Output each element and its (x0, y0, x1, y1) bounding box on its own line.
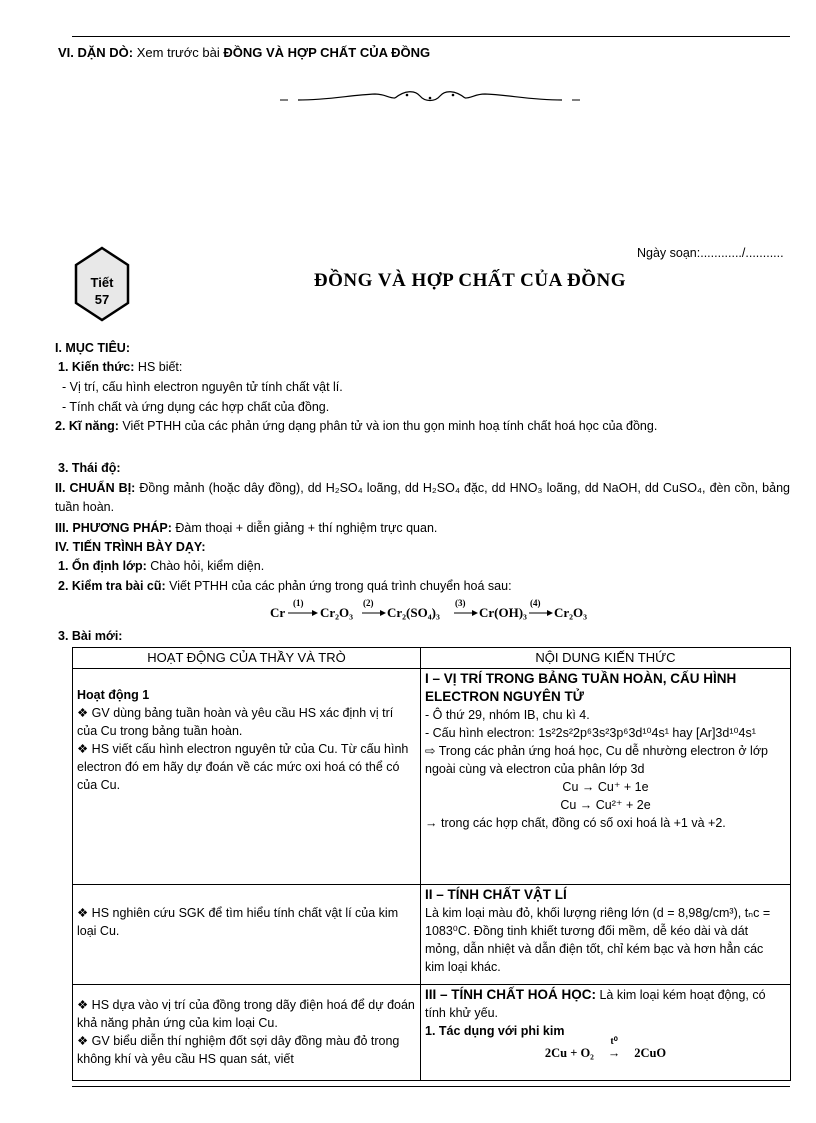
bottom-rule (72, 1086, 790, 1087)
activity-2-step-1: ❖ HS nghiên cứu SGK để tìm hiểu tính chất vật lí của kim loại Cu. (77, 906, 399, 938)
prep-paragraph (55, 479, 790, 517)
section-position-heading: I – VỊ TRÍ TRONG BẢNG TUẦN HOÀN, CẤU HÌNH ELECTRON NGUYÊN TỬ (425, 671, 737, 704)
activity-3-step-1: ❖ HS dựa vào vị trí của đồng trong dãy điện hoá để dự đoán khả năng phản ứng của kim loại Cu. (77, 998, 415, 1030)
skills-label: 2. Kĩ năng: (55, 419, 119, 433)
lesson-number (74, 274, 130, 308)
activity-1-step-2: ❖ HS viết cấu hình electron nguyên tử của Cu. Từ cấu hình electron đó em hãy dự đoán về các mức oxi hoá có thể có của Cu. (77, 742, 409, 792)
knowledge-item-1: - Vị trí, cấu hình electron nguyên tử tính chất vật lí. (62, 380, 343, 394)
eq-condition: t⁰ (610, 1036, 618, 1047)
lesson-tiet-number: 57 (94, 292, 110, 307)
row1-left (73, 669, 421, 885)
chain-species-0: Cr (270, 605, 286, 620)
skills-paragraph (55, 417, 790, 436)
section-homework (58, 45, 430, 60)
activity-1-title: Hoạt động 1 (77, 688, 150, 702)
prep-text: Đồng mảnh (hoặc dây đồng), dd H₂SO₄ loãng, dd H₂SO₄ đặc, dd HNO₃ loãng, dd NaOH, dd CuSO₄, đèn cồn, bảng tuần hoàn. (55, 481, 790, 514)
chain-species-4: Cr₂O₃ (554, 605, 588, 620)
position-item-2: - Cấu hình electron: 1s²2s²2p⁶3s²3p⁶3d¹⁰4s¹ hay [Ar]3d¹⁰4s¹ (425, 726, 756, 740)
lesson-tiet-label: Tiết (90, 275, 114, 290)
section-chemical-heading: III – TÍNH CHẤT HOÁ HỌC: (425, 987, 596, 1002)
method-label: III. PHƯƠNG PHÁP: (55, 521, 172, 535)
process-step-2-text: Viết PTHH của các phản ứng trong quá trình chuyển hoá sau: (165, 579, 512, 593)
homework-bold: ĐỒNG VÀ HỢP CHẤT CỦA ĐỒNG (223, 45, 431, 60)
prep-label: II. CHUẨN BỊ: (55, 481, 136, 495)
section-physical-heading: II – TÍNH CHẤT VẬT LÍ (425, 887, 567, 902)
lesson-table (72, 647, 791, 1081)
prep-date: Ngày soạn:............/........... (637, 246, 784, 260)
physical-text: Là kim loại màu đỏ, khối lượng riêng lớn (d = 8,98g/cm³), tₙc = 1083⁰C. Đồng tinh khiết tương đối mềm, dễ kéo dài và dát mỏng, dẫn nhiệt và dẫn điện tốt, chỉ kém bạc và hơn hẳn các kim loại khác. (425, 906, 771, 974)
table-row (73, 885, 791, 985)
table-row (73, 985, 791, 1081)
activity-1-step-1: ❖ GV dùng bảng tuần hoàn và yêu cầu HS xác định vị trí của Cu trong bảng tuần hoàn. (77, 706, 394, 738)
chain-step-1: (2) (363, 598, 374, 608)
attitude-label: 3. Thái độ: (58, 461, 121, 475)
homework-label: VI. DẶN DÒ: (58, 45, 134, 60)
process-step-1-label: 1. Ổn định lớp: (58, 559, 147, 573)
process-step-3-label: 3. Bài mới: (58, 629, 123, 643)
table-header-left: HOẠT ĐỘNG CỦA THẦY VÀ TRÒ (73, 648, 421, 669)
chain-species-3: Cr(OH)₃ (479, 605, 527, 620)
position-conclusion: → trong các hợp chất, đồng có số oxi hoá là +1 và +2. (425, 816, 726, 830)
eq-arrow: t⁰ → (597, 1044, 631, 1062)
row1-right (421, 669, 791, 885)
process-step-2-label: 2. Kiểm tra bài cũ: (58, 579, 166, 593)
reaction-chain (270, 596, 590, 624)
eq-left: 2Cu + O₂ (544, 1046, 594, 1060)
table-header-right: NỘI DUNG KIẾN THỨC (421, 648, 791, 669)
method-text: Đàm thoại + diễn giảng + thí nghiệm trực quan. (171, 521, 438, 535)
oxidation-eq-2: Cu → Cu²⁺ + 2e (560, 798, 651, 812)
table-header-row (73, 648, 791, 669)
homework-text: Xem trước bài (133, 45, 224, 60)
table-row (73, 669, 791, 885)
cu-oxygen-equation (425, 1036, 786, 1062)
process-step-2 (58, 577, 793, 596)
knowledge-line (58, 358, 793, 377)
nonmetal-subheading: 1. Tác dụng với phi kim (425, 1024, 565, 1038)
process-step-1-text: Chào hỏi, kiểm diện. (146, 559, 265, 573)
method-line (55, 519, 790, 538)
top-rule (72, 36, 790, 37)
knowledge-label: 1. Kiến thức: (58, 360, 135, 374)
row3-right (421, 985, 791, 1081)
chain-species-1: Cr₂O₃ (320, 605, 354, 620)
row2-left (73, 885, 421, 985)
chain-species-2: Cr₂(SO₄)₃ (387, 605, 440, 620)
position-item-1: - Ô thứ 29, nhóm IB, chu kì 4. (425, 708, 590, 722)
activity-3-step-2: ❖ GV biểu diễn thí nghiệm đốt sợi dây đồng màu đỏ trong không khí và yêu cầu HS quan sát, viết (77, 1034, 400, 1066)
objectives-heading: I. MỤC TIÊU: (55, 341, 130, 355)
process-heading: IV. TIẾN TRÌNH BÀY DẠY: (55, 540, 206, 554)
eq-right: 2CuO (634, 1046, 667, 1060)
skills-text: Viết PTHH của các phản ứng dạng phân tử và ion thu gọn minh hoạ tính chất hoá học của đồng. (118, 419, 658, 433)
row2-right (421, 885, 791, 985)
chain-step-2: (3) (455, 598, 466, 608)
chain-step-3: (4) (530, 598, 541, 608)
knowledge-item-2: - Tính chất và ứng dụng các hợp chất của đồng. (62, 400, 330, 414)
row3-left (73, 985, 421, 1081)
position-item-3: ⇨ Trong các phản ứng hoá học, Cu dễ nhường electron ở lớp ngoài cùng và electron của phân lớp 3d (425, 744, 768, 776)
process-step-1 (58, 557, 793, 576)
chain-step-0: (1) (293, 598, 304, 608)
knowledge-text: HS biết: (134, 360, 183, 374)
ornament-divider-icon (280, 86, 580, 110)
lesson-title: ĐỒNG VÀ HỢP CHẤT CỦA ĐỒNG (313, 270, 627, 291)
oxidation-eq-1: Cu → Cu⁺ + 1e (562, 780, 649, 794)
section-chemical-text: Là kim loại kém hoạt động, có tính khử yếu. (425, 988, 766, 1020)
